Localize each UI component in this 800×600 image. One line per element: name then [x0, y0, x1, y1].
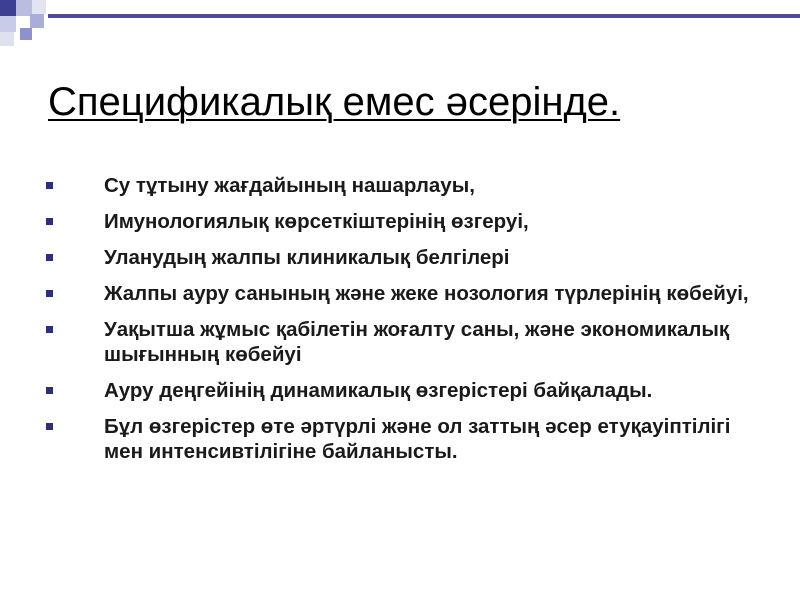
header-rule	[48, 14, 800, 18]
bullet-text: Уланудың жалпы клиникалық белгілері	[104, 246, 510, 269]
decorative-square	[0, 16, 16, 32]
decorative-square	[32, 0, 46, 14]
bullet-item	[46, 414, 766, 464]
slide-title: Спецификалық емес әсерінде.	[48, 80, 621, 124]
decorative-square	[30, 14, 44, 28]
square-bullet-icon	[46, 254, 53, 261]
bullet-text: Уақытша жұмыс қабілетін жоғалту саны, және экономикалық шығынның көбейуі	[104, 318, 730, 366]
square-bullet-icon	[46, 423, 53, 430]
square-bullet-icon	[46, 218, 53, 225]
square-bullet-icon	[46, 182, 53, 189]
bullet-text: Ауру деңгейінің динамикалық өзгерістері байқалады.	[104, 379, 653, 402]
bullet-item	[46, 281, 766, 306]
bullet-list	[46, 173, 766, 475]
square-bullet-icon	[46, 387, 53, 394]
square-bullet-icon	[46, 326, 53, 333]
bullet-text: Жалпы ауру санының және жеке нозология түрлерінің көбейуі,	[104, 282, 749, 305]
decorative-square	[0, 32, 14, 46]
bullet-item	[46, 317, 766, 367]
decorative-square	[20, 28, 32, 40]
bullet-item	[46, 245, 766, 270]
decorative-square	[0, 0, 16, 16]
bullet-text: Бұл өзгерістер өте әртүрлі және ол заттың әсер етуқауіптілігі мен интенсивтілігіне байланысты.	[104, 415, 731, 463]
bullet-item	[46, 209, 766, 234]
square-bullet-icon	[46, 290, 53, 297]
bullet-text: Имунологиялық көрсеткіштерінің өзгеруі,	[104, 210, 529, 233]
bullet-text: Су тұтыну жағдайының нашарлауы,	[104, 174, 475, 197]
bullet-item	[46, 173, 766, 198]
bullet-item	[46, 378, 766, 403]
